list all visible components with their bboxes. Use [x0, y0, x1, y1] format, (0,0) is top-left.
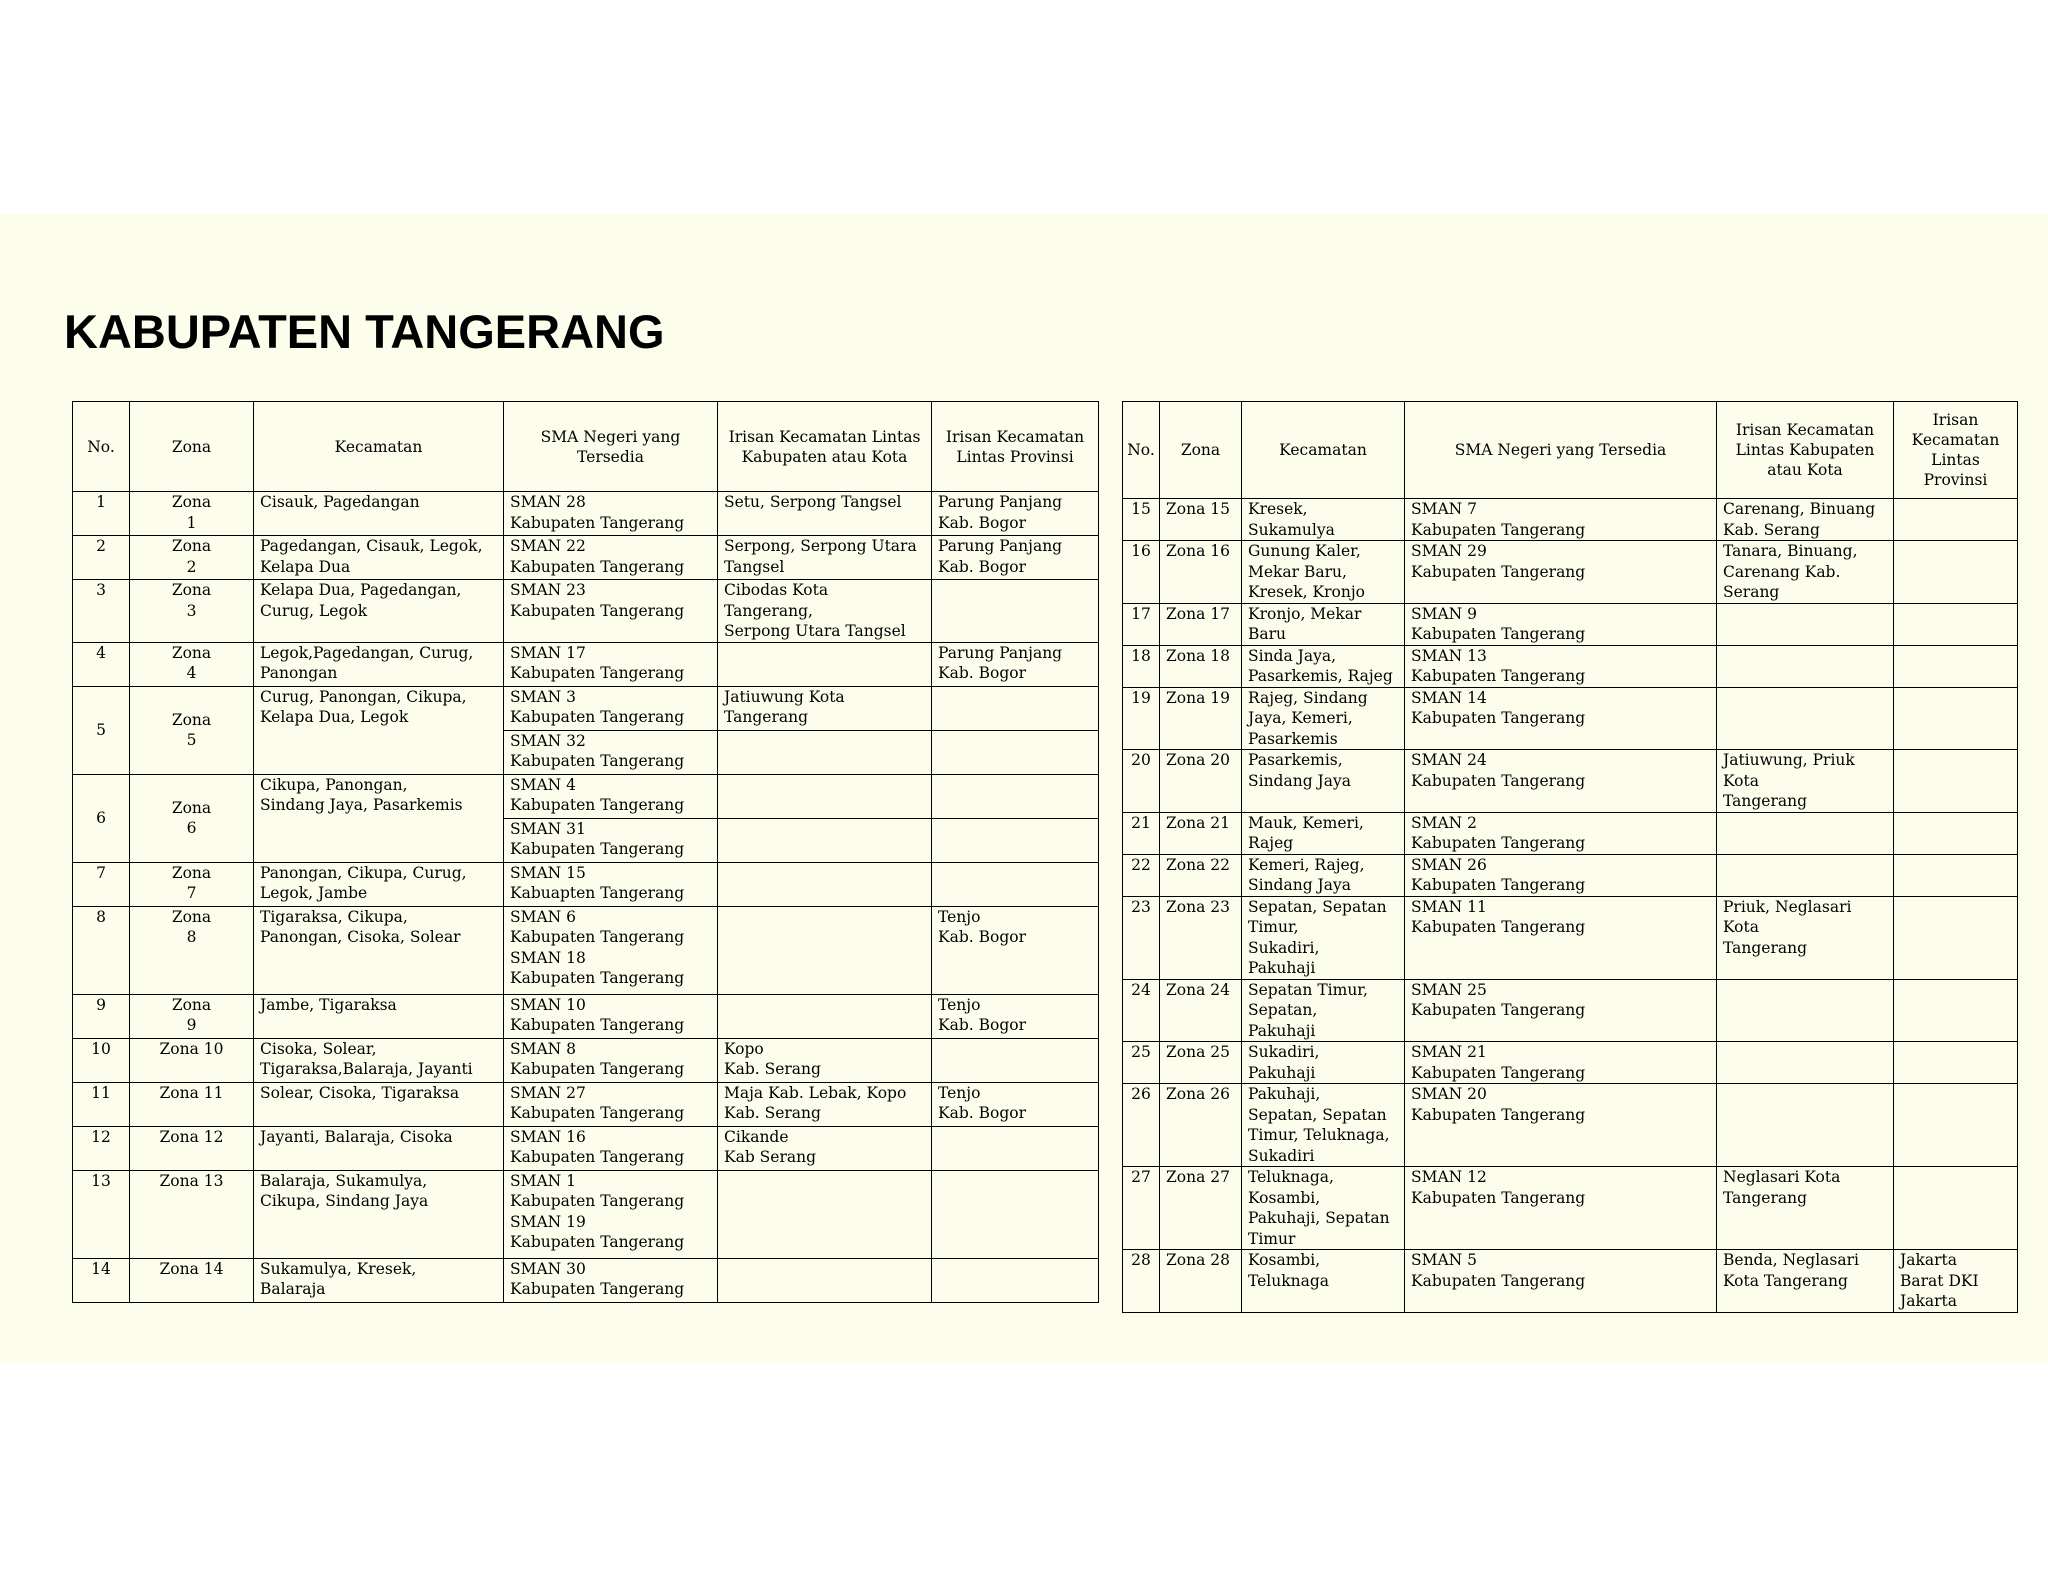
- cell-no: 9: [73, 994, 130, 1038]
- cell-no: 5: [73, 686, 130, 774]
- cell-irisan-kabupaten: Benda, Neglasari Kota Tangerang: [1717, 1250, 1894, 1313]
- cell-no: 13: [73, 1170, 130, 1258]
- cell-zona: Zona 17: [1160, 603, 1242, 645]
- cell-kecamatan: Sepatan, Sepatan Timur, Sukadiri, Pakuhaji: [1242, 896, 1405, 979]
- cell-irisan-provinsi: [1894, 1167, 2018, 1250]
- cell-sma: SMAN 32 Kabupaten Tangerang: [504, 730, 718, 774]
- cell-sma: SMAN 26 Kabupaten Tangerang: [1405, 854, 1717, 896]
- cell-kecamatan: Pagedangan, Cisauk, Legok, Kelapa Dua: [254, 536, 504, 580]
- cell-zona: Zona 11: [130, 1082, 254, 1126]
- cell-sma: SMAN 22 Kabupaten Tangerang: [504, 536, 718, 580]
- cell-irisan-kabupaten: [718, 862, 932, 906]
- cell-zona: Zona 5: [130, 686, 254, 774]
- cell-irisan-kabupaten: Neglasari Kota Tangerang: [1717, 1167, 1894, 1250]
- cell-sma: SMAN 29 Kabupaten Tangerang: [1405, 541, 1717, 604]
- cell-kecamatan: Legok,Pagedangan, Curug, Panongan: [254, 642, 504, 686]
- cell-zona: Zona 9: [130, 994, 254, 1038]
- table-row: [73, 1126, 1099, 1170]
- table-row: [73, 1258, 1099, 1302]
- header-irisan-kabupaten: Irisan Kecamatan Lintas Kabupaten atau Kota: [718, 402, 932, 492]
- cell-sma: SMAN 27 Kabupaten Tangerang: [504, 1082, 718, 1126]
- cell-irisan-provinsi: [1894, 1042, 2018, 1084]
- header-irisan-provinsi: Irisan Kecamatan Lintas Provinsi: [932, 402, 1099, 492]
- cell-zona: Zona 27: [1160, 1167, 1242, 1250]
- header-kecamatan: Kecamatan: [254, 402, 504, 492]
- cell-kecamatan: Pakuhaji, Sepatan, Sepatan Timur, Teluknaga, Sukadiri: [1242, 1084, 1405, 1167]
- cell-sma: SMAN 6 Kabupaten Tangerang SMAN 18 Kabupaten Tangerang: [504, 906, 718, 994]
- cell-irisan-kabupaten: Cikande Kab Serang: [718, 1126, 932, 1170]
- cell-no: 28: [1123, 1250, 1160, 1313]
- cell-sma: SMAN 25 Kabupaten Tangerang: [1405, 979, 1717, 1042]
- cell-sma: SMAN 28 Kabupaten Tangerang: [504, 492, 718, 536]
- table-row: [1123, 1250, 2018, 1313]
- table-row: [1123, 854, 2018, 896]
- header-irisan-provinsi: Irisan Kecamatan Lintas Provinsi: [1894, 402, 2018, 499]
- cell-no: 1: [73, 492, 130, 536]
- header-zona: Zona: [130, 402, 254, 492]
- cell-irisan-provinsi: [932, 1038, 1099, 1082]
- cell-kecamatan: Curug, Panongan, Cikupa, Kelapa Dua, Legok: [254, 686, 504, 774]
- cell-irisan-provinsi: [1894, 645, 2018, 687]
- right-zone-table: [1122, 401, 2018, 1313]
- cell-irisan-kabupaten: [718, 730, 932, 774]
- cell-no: 14: [73, 1258, 130, 1302]
- cell-irisan-kabupaten: [1717, 854, 1894, 896]
- cell-sma: SMAN 2 Kabupaten Tangerang: [1405, 812, 1717, 854]
- cell-irisan-provinsi: Parung Panjang Kab. Bogor: [932, 642, 1099, 686]
- cell-kecamatan: Kosambi, Teluknaga: [1242, 1250, 1405, 1313]
- cell-zona: Zona 26: [1160, 1084, 1242, 1167]
- cell-irisan-kabupaten: Carenang, Binuang Kab. Serang: [1717, 499, 1894, 541]
- cell-sma: SMAN 23 Kabupaten Tangerang: [504, 580, 718, 643]
- cell-zona: Zona 21: [1160, 812, 1242, 854]
- cell-sma: SMAN 9 Kabupaten Tangerang: [1405, 603, 1717, 645]
- cell-zona: Zona 15: [1160, 499, 1242, 541]
- cell-sma: SMAN 17 Kabupaten Tangerang: [504, 642, 718, 686]
- header-zona: Zona: [1160, 402, 1242, 499]
- cell-irisan-provinsi: [932, 1258, 1099, 1302]
- cell-sma: SMAN 1 Kabupaten Tangerang SMAN 19 Kabupaten Tangerang: [504, 1170, 718, 1258]
- cell-zona: Zona 20: [1160, 750, 1242, 813]
- cell-no: 16: [1123, 541, 1160, 604]
- cell-irisan-provinsi: Tenjo Kab. Bogor: [932, 1082, 1099, 1126]
- cell-no: 17: [1123, 603, 1160, 645]
- cell-irisan-provinsi: Parung Panjang Kab. Bogor: [932, 492, 1099, 536]
- cell-irisan-kabupaten: [718, 818, 932, 862]
- cell-zona: Zona 19: [1160, 687, 1242, 750]
- cell-no: 23: [1123, 896, 1160, 979]
- cell-irisan-provinsi: [1894, 1084, 2018, 1167]
- cell-irisan-provinsi: [1894, 854, 2018, 896]
- cell-kecamatan: Mauk, Kemeri, Rajeg: [1242, 812, 1405, 854]
- cell-irisan-kabupaten: Setu, Serpong Tangsel: [718, 492, 932, 536]
- table-row: [73, 492, 1099, 536]
- cell-sma: SMAN 10 Kabupaten Tangerang: [504, 994, 718, 1038]
- cell-sma: SMAN 20 Kabupaten Tangerang: [1405, 1084, 1717, 1167]
- table-row: [1123, 812, 2018, 854]
- cell-irisan-kabupaten: [1717, 603, 1894, 645]
- table-row: [73, 1170, 1099, 1258]
- cell-sma: SMAN 5 Kabupaten Tangerang: [1405, 1250, 1717, 1313]
- cell-irisan-kabupaten: Priuk, Neglasari Kota Tangerang: [1717, 896, 1894, 979]
- cell-sma: SMAN 16 Kabupaten Tangerang: [504, 1126, 718, 1170]
- cell-irisan-kabupaten: Serpong, Serpong Utara Tangsel: [718, 536, 932, 580]
- table-row: [1123, 750, 2018, 813]
- cell-kecamatan: Tigaraksa, Cikupa, Panongan, Cisoka, Solear: [254, 906, 504, 994]
- cell-irisan-kabupaten: [1717, 1042, 1894, 1084]
- cell-sma: SMAN 7 Kabupaten Tangerang: [1405, 499, 1717, 541]
- cell-no: 22: [1123, 854, 1160, 896]
- table-row: [1123, 1084, 2018, 1167]
- table-header-row: [1123, 402, 2018, 499]
- cell-no: 24: [1123, 979, 1160, 1042]
- cell-zona: Zona 8: [130, 906, 254, 994]
- table-row: [1123, 645, 2018, 687]
- cell-kecamatan: Sukamulya, Kresek, Balaraja: [254, 1258, 504, 1302]
- table-row: [1123, 687, 2018, 750]
- table-row: [73, 774, 1099, 818]
- cell-irisan-provinsi: [1894, 499, 2018, 541]
- cell-irisan-provinsi: [1894, 812, 2018, 854]
- cell-kecamatan: Kemeri, Rajeg, Sindang Jaya: [1242, 854, 1405, 896]
- cell-zona: Zona 7: [130, 862, 254, 906]
- cell-sma: SMAN 31 Kabupaten Tangerang: [504, 818, 718, 862]
- cell-kecamatan: Kelapa Dua, Pagedangan, Curug, Legok: [254, 580, 504, 643]
- table-row: [1123, 979, 2018, 1042]
- cell-sma: SMAN 8 Kabupaten Tangerang: [504, 1038, 718, 1082]
- cell-no: 2: [73, 536, 130, 580]
- cell-kecamatan: Panongan, Cikupa, Curug, Legok, Jambe: [254, 862, 504, 906]
- cell-irisan-kabupaten: [718, 994, 932, 1038]
- cell-irisan-provinsi: Parung Panjang Kab. Bogor: [932, 536, 1099, 580]
- cell-kecamatan: Cisoka, Solear, Tigaraksa,Balaraja, Jayanti: [254, 1038, 504, 1082]
- table-row: [1123, 1167, 2018, 1250]
- cell-irisan-provinsi: Tenjo Kab. Bogor: [932, 906, 1099, 994]
- cell-irisan-provinsi: [932, 774, 1099, 818]
- cell-irisan-provinsi: [1894, 979, 2018, 1042]
- cell-irisan-provinsi: Jakarta Barat DKI Jakarta: [1894, 1250, 2018, 1313]
- cell-kecamatan: Teluknaga, Kosambi, Pakuhaji, Sepatan Timur: [1242, 1167, 1405, 1250]
- cell-kecamatan: Cisauk, Pagedangan: [254, 492, 504, 536]
- cell-kecamatan: Sepatan Timur, Sepatan, Pakuhaji: [1242, 979, 1405, 1042]
- cell-sma: SMAN 3 Kabupaten Tangerang: [504, 686, 718, 730]
- cell-zona: Zona 28: [1160, 1250, 1242, 1313]
- cell-zona: Zona 16: [1160, 541, 1242, 604]
- cell-zona: Zona 6: [130, 774, 254, 862]
- cell-irisan-provinsi: [1894, 750, 2018, 813]
- cell-irisan-provinsi: [1894, 603, 2018, 645]
- cell-zona: Zona 4: [130, 642, 254, 686]
- header-sma: SMA Negeri yang Tersedia: [1405, 402, 1717, 499]
- cell-sma: SMAN 11 Kabupaten Tangerang: [1405, 896, 1717, 979]
- cell-irisan-kabupaten: [1717, 812, 1894, 854]
- cell-no: 20: [1123, 750, 1160, 813]
- table-row: [73, 1038, 1099, 1082]
- cell-irisan-provinsi: [932, 686, 1099, 730]
- table-row: [73, 686, 1099, 730]
- header-no: No.: [73, 402, 130, 492]
- cell-kecamatan: Kronjo, Mekar Baru: [1242, 603, 1405, 645]
- cell-kecamatan: Cikupa, Panongan, Sindang Jaya, Pasarkemis: [254, 774, 504, 862]
- cell-kecamatan: Jambe, Tigaraksa: [254, 994, 504, 1038]
- cell-no: 4: [73, 642, 130, 686]
- cell-irisan-provinsi: [932, 1170, 1099, 1258]
- cell-zona: Zona 14: [130, 1258, 254, 1302]
- cell-no: 19: [1123, 687, 1160, 750]
- cell-irisan-kabupaten: Maja Kab. Lebak, Kopo Kab. Serang: [718, 1082, 932, 1126]
- cell-irisan-kabupaten: Cibodas Kota Tangerang, Serpong Utara Tangsel: [718, 580, 932, 643]
- cell-sma: SMAN 24 Kabupaten Tangerang: [1405, 750, 1717, 813]
- cell-irisan-provinsi: [932, 862, 1099, 906]
- cell-sma: SMAN 13 Kabupaten Tangerang: [1405, 645, 1717, 687]
- cell-kecamatan: Pasarkemis, Sindang Jaya: [1242, 750, 1405, 813]
- cell-no: 11: [73, 1082, 130, 1126]
- table-row: [1123, 499, 2018, 541]
- cell-irisan-kabupaten: Tanara, Binuang, Carenang Kab. Serang: [1717, 541, 1894, 604]
- cell-irisan-provinsi: Tenjo Kab. Bogor: [932, 994, 1099, 1038]
- cell-irisan-kabupaten: [718, 1170, 932, 1258]
- cell-sma: SMAN 21 Kabupaten Tangerang: [1405, 1042, 1717, 1084]
- cell-sma: SMAN 30 Kabupaten Tangerang: [504, 1258, 718, 1302]
- cell-no: 7: [73, 862, 130, 906]
- table-row: [1123, 603, 2018, 645]
- cell-kecamatan: Sinda Jaya, Pasarkemis, Rajeg: [1242, 645, 1405, 687]
- header-no: No.: [1123, 402, 1160, 499]
- slide: [0, 214, 2048, 1364]
- cell-sma: SMAN 12 Kabupaten Tangerang: [1405, 1167, 1717, 1250]
- cell-irisan-kabupaten: [718, 774, 932, 818]
- cell-no: 10: [73, 1038, 130, 1082]
- table-row: [73, 642, 1099, 686]
- cell-irisan-provinsi: [932, 580, 1099, 643]
- cell-kecamatan: Kresek, Sukamulya: [1242, 499, 1405, 541]
- header-irisan-kabupaten: Irisan Kecamatan Lintas Kabupaten atau Kota: [1717, 402, 1894, 499]
- cell-zona: Zona 25: [1160, 1042, 1242, 1084]
- cell-irisan-kabupaten: [718, 906, 932, 994]
- table-row: [73, 536, 1099, 580]
- table-row: [1123, 541, 2018, 604]
- cell-kecamatan: Balaraja, Sukamulya, Cikupa, Sindang Jaya: [254, 1170, 504, 1258]
- cell-irisan-provinsi: [932, 1126, 1099, 1170]
- cell-no: 18: [1123, 645, 1160, 687]
- table-row: [73, 906, 1099, 994]
- cell-zona: Zona 23: [1160, 896, 1242, 979]
- cell-irisan-kabupaten: Jatiuwung, Priuk Kota Tangerang: [1717, 750, 1894, 813]
- cell-zona: Zona 10: [130, 1038, 254, 1082]
- table-row: [1123, 896, 2018, 979]
- cell-irisan-kabupaten: [1717, 1084, 1894, 1167]
- cell-irisan-kabupaten: [1717, 979, 1894, 1042]
- cell-kecamatan: Jayanti, Balaraja, Cisoka: [254, 1126, 504, 1170]
- page-title: KABUPATEN TANGERANG: [64, 305, 665, 358]
- cell-kecamatan: Solear, Cisoka, Tigaraksa: [254, 1082, 504, 1126]
- table-row: [73, 580, 1099, 643]
- cell-no: 6: [73, 774, 130, 862]
- cell-zona: Zona 13: [130, 1170, 254, 1258]
- cell-kecamatan: Rajeg, Sindang Jaya, Kemeri, Pasarkemis: [1242, 687, 1405, 750]
- cell-sma: SMAN 14 Kabupaten Tangerang: [1405, 687, 1717, 750]
- cell-zona: Zona 22: [1160, 854, 1242, 896]
- cell-sma: SMAN 4 Kabupaten Tangerang: [504, 774, 718, 818]
- cell-zona: Zona 12: [130, 1126, 254, 1170]
- cell-zona: Zona 3: [130, 580, 254, 643]
- cell-no: 26: [1123, 1084, 1160, 1167]
- cell-zona: Zona 1: [130, 492, 254, 536]
- table-row: [73, 1082, 1099, 1126]
- cell-no: 15: [1123, 499, 1160, 541]
- cell-no: 25: [1123, 1042, 1160, 1084]
- cell-irisan-provinsi: [932, 730, 1099, 774]
- cell-zona: Zona 2: [130, 536, 254, 580]
- cell-irisan-kabupaten: Jatiuwung Kota Tangerang: [718, 686, 932, 730]
- cell-irisan-provinsi: [1894, 896, 2018, 979]
- header-kecamatan: Kecamatan: [1242, 402, 1405, 499]
- table-header-row: [73, 402, 1099, 492]
- cell-zona: Zona 24: [1160, 979, 1242, 1042]
- cell-irisan-kabupaten: [718, 1258, 932, 1302]
- cell-irisan-kabupaten: [718, 642, 932, 686]
- cell-irisan-kabupaten: [1717, 645, 1894, 687]
- table-row: [73, 862, 1099, 906]
- cell-irisan-provinsi: [1894, 687, 2018, 750]
- cell-irisan-kabupaten: Kopo Kab. Serang: [718, 1038, 932, 1082]
- cell-irisan-provinsi: [1894, 541, 2018, 604]
- left-zone-table: [72, 401, 1099, 1303]
- cell-no: 27: [1123, 1167, 1160, 1250]
- cell-kecamatan: Gunung Kaler, Mekar Baru, Kresek, Kronjo: [1242, 541, 1405, 604]
- header-sma: SMA Negeri yang Tersedia: [504, 402, 718, 492]
- table-row: [1123, 1042, 2018, 1084]
- cell-irisan-kabupaten: [1717, 687, 1894, 750]
- cell-no: 8: [73, 906, 130, 994]
- cell-no: 3: [73, 580, 130, 643]
- cell-zona: Zona 18: [1160, 645, 1242, 687]
- cell-kecamatan: Sukadiri, Pakuhaji: [1242, 1042, 1405, 1084]
- cell-no: 21: [1123, 812, 1160, 854]
- table-row: [73, 994, 1099, 1038]
- cell-no: 12: [73, 1126, 130, 1170]
- cell-sma: SMAN 15 Kabuapten Tangerang: [504, 862, 718, 906]
- cell-irisan-provinsi: [932, 818, 1099, 862]
